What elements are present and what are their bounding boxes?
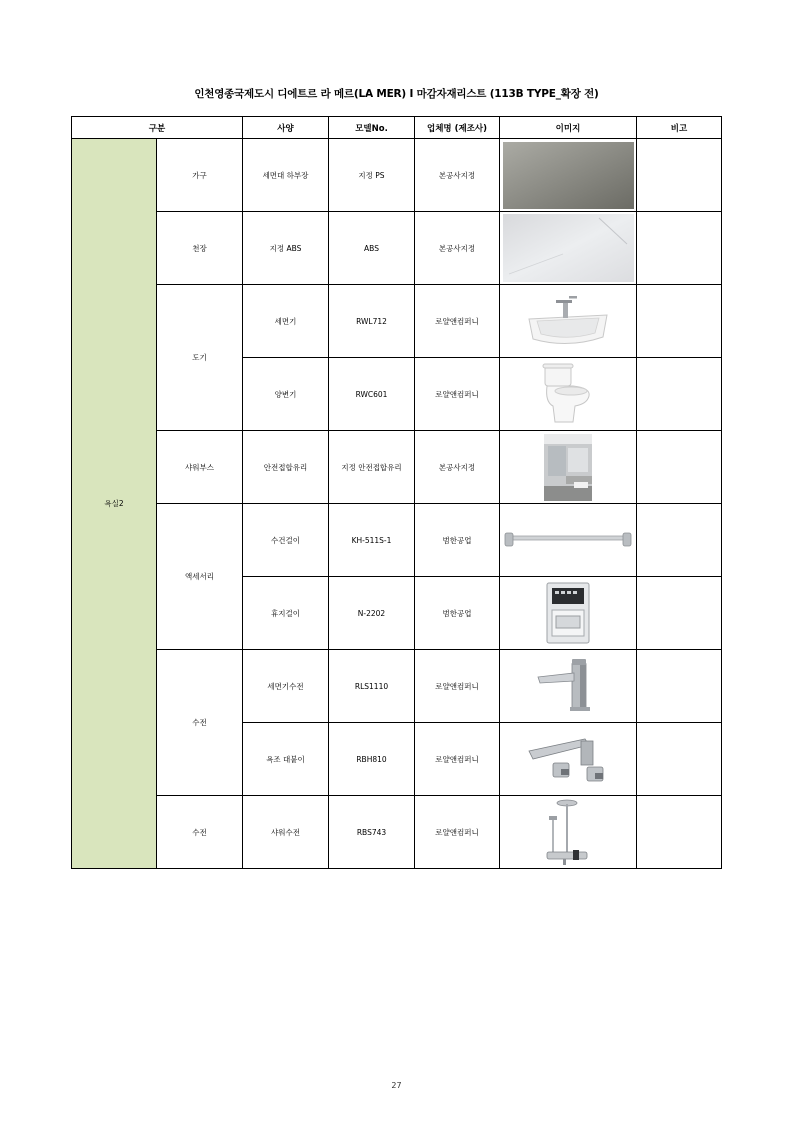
ceiling-panel-image — [503, 214, 634, 282]
model-cell: KH-511S-1 — [329, 504, 415, 577]
tissue-holder-image — [546, 582, 590, 644]
table-row — [72, 285, 722, 358]
group-cell: 수전 — [157, 650, 243, 796]
spec-cell: 세면기 — [243, 285, 329, 358]
gray-panel-image — [503, 142, 634, 209]
table-row — [72, 650, 722, 723]
maker-cell: 로얄앤컴퍼니 — [415, 358, 500, 431]
model-cell: ABS — [329, 212, 415, 285]
finish-materials-table — [71, 116, 722, 869]
spec-cell: 안전접합유리 — [243, 431, 329, 504]
spec-cell: 지정 ABS — [243, 212, 329, 285]
spec-cell: 수건걸이 — [243, 504, 329, 577]
group-cell: 수전 — [157, 796, 243, 869]
header-note: 비고 — [637, 117, 722, 139]
room-cell: 욕실2 — [72, 139, 157, 869]
maker-cell: 로얄앤컴퍼니 — [415, 285, 500, 358]
model-cell: 지정 PS — [329, 139, 415, 212]
shower-booth-image — [544, 434, 592, 501]
model-cell: RWL712 — [329, 285, 415, 358]
maker-cell: 로얄앤컴퍼니 — [415, 650, 500, 723]
note-cell — [637, 504, 722, 577]
image-cell — [500, 285, 637, 358]
maker-cell: 로얄앤컴퍼니 — [415, 796, 500, 869]
table-row — [72, 212, 722, 285]
note-cell — [637, 285, 722, 358]
note-cell — [637, 796, 722, 869]
note-cell — [637, 577, 722, 650]
maker-cell: 로얄앤컴퍼니 — [415, 723, 500, 796]
basin-faucet-image — [536, 659, 600, 713]
model-cell: 지정 안전접합유리 — [329, 431, 415, 504]
model-cell: RBH810 — [329, 723, 415, 796]
note-cell — [637, 358, 722, 431]
spec-cell: 세면기수전 — [243, 650, 329, 723]
image-cell — [500, 212, 637, 285]
group-cell: 천장 — [157, 212, 243, 285]
spec-cell: 휴지걸이 — [243, 577, 329, 650]
header-spec: 사양 — [243, 117, 329, 139]
towel-bar-image — [504, 530, 632, 550]
model-cell: RWC601 — [329, 358, 415, 431]
maker-cell: 본공사지정 — [415, 212, 500, 285]
note-cell — [637, 650, 722, 723]
header-maker: 업체명 (제조사) — [415, 117, 500, 139]
note-cell — [637, 723, 722, 796]
page-number: 27 — [391, 1081, 402, 1090]
image-cell — [500, 723, 637, 796]
image-cell — [500, 358, 637, 431]
document-title: 인천영종국제도시 디에트르 라 메르(LA MER) I 마감자재리스트 (113B TYPE_확장 전) — [194, 88, 599, 100]
washbasin-image — [523, 291, 613, 351]
spec-cell: 세면대 하부장 — [243, 139, 329, 212]
image-cell — [500, 650, 637, 723]
image-cell — [500, 577, 637, 650]
spec-cell: 양변기 — [243, 358, 329, 431]
header-image: 이미지 — [500, 117, 637, 139]
group-cell: 도기 — [157, 285, 243, 431]
table-row — [72, 139, 722, 212]
group-cell: 가구 — [157, 139, 243, 212]
model-cell: RBS743 — [329, 796, 415, 869]
header-row — [72, 117, 722, 139]
note-cell — [637, 139, 722, 212]
maker-cell: 범한공업 — [415, 504, 500, 577]
image-cell — [500, 504, 637, 577]
image-cell — [500, 139, 637, 212]
shower-faucet-image — [543, 798, 593, 866]
model-cell: N-2202 — [329, 577, 415, 650]
header-model: 모델No. — [329, 117, 415, 139]
note-cell — [637, 431, 722, 504]
model-cell: RLS1110 — [329, 650, 415, 723]
note-cell — [637, 212, 722, 285]
table-row — [72, 504, 722, 577]
toilet-image — [533, 362, 603, 426]
maker-cell: 본공사지정 — [415, 139, 500, 212]
maker-cell: 범한공업 — [415, 577, 500, 650]
maker-cell: 본공사지정 — [415, 431, 500, 504]
spec-cell: 욕조 대붙이 — [243, 723, 329, 796]
image-cell — [500, 431, 637, 504]
bath-faucet-image — [525, 731, 611, 787]
spec-cell: 샤워수전 — [243, 796, 329, 869]
group-cell: 액세서리 — [157, 504, 243, 650]
group-cell: 샤워부스 — [157, 431, 243, 504]
image-cell — [500, 796, 637, 869]
table-row — [72, 796, 722, 869]
header-category: 구분 — [72, 117, 243, 139]
table-row — [72, 431, 722, 504]
